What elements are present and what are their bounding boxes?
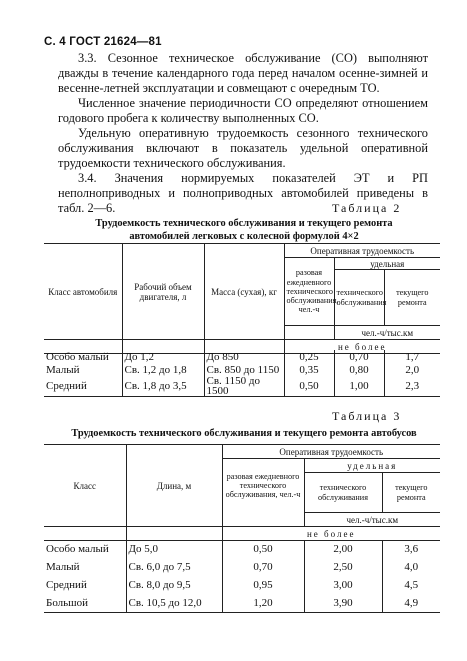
- t2-h-razov: разовая ежедневного технического обслуживания, чел.-ч: [284, 258, 334, 326]
- t2-cell-tr: 2,0: [405, 364, 420, 376]
- t3-cell-len: Св. 10,5 до 12,0: [126, 594, 222, 612]
- t2-h-class: Класс автомобиля: [44, 244, 122, 340]
- t3-h-razov: разовая ежедневного технического обслуживания, чел.-ч: [222, 459, 304, 513]
- table2-title-line1: Трудоемкость технического обслуживания и текущего ремонта: [95, 218, 393, 229]
- t2-h-udel: удельная: [334, 258, 440, 270]
- t2-cell-to: 0,70: [334, 350, 384, 364]
- t3-cell-len: Св. 6,0 до 7,5: [126, 558, 222, 576]
- t3-cell-tr: 4,9: [382, 594, 440, 612]
- t3-cell-razov: 1,20: [222, 594, 304, 612]
- t2-h-tr: текущего ремонта: [396, 288, 429, 307]
- table2-body: [44, 350, 440, 397]
- t3-h-len: Длина, м: [126, 445, 222, 527]
- t2-cell-razov: 0,25: [284, 350, 334, 364]
- table-row: [44, 594, 440, 612]
- t2-cell-volume: Св. 1,8 до 3,5: [122, 376, 204, 397]
- table-row: [44, 558, 440, 576]
- t2-cell-mass: Св. 1150 до 1500: [204, 376, 284, 397]
- table3-label: Таблица 3: [332, 409, 402, 423]
- t3-cell-tr: 4,0: [404, 561, 419, 573]
- t3-cell-to: 2,50: [304, 558, 382, 576]
- t2-h-nebolee: не более: [284, 340, 440, 354]
- paragraph-udelnaya: Удельную оперативную трудоемкость сезонного технического обслуживания включают в показатель удельной оперативной трудоемкости технического обслуживания.: [58, 126, 428, 170]
- table2-title-line2: автомобилей легковых с колесной формулой 4×2: [129, 230, 359, 242]
- t2-h-razov-spacer: [284, 326, 334, 340]
- t2-cell-tr: 1,7: [405, 351, 420, 363]
- t3-cell-razov: 0,70: [222, 558, 304, 576]
- t3-h-oper: Оперативная трудоемкость: [222, 445, 440, 459]
- t3-h-nebolee: не более: [222, 527, 440, 541]
- table3-title: Трудоемкость технического обслуживания и текущего ремонта автобусов: [71, 428, 417, 439]
- t3-cell-razov: 0,95: [222, 576, 304, 594]
- t2-cell-tr: 2,3: [384, 376, 440, 397]
- table-row: [44, 540, 440, 558]
- t3-cell-razov: 0,50: [222, 540, 304, 558]
- table-row: [44, 376, 440, 397]
- table3-header: [44, 444, 440, 541]
- t2-cell-to: 0,80: [334, 364, 384, 376]
- t2-cell-mass: До 850: [204, 350, 284, 364]
- table2-header: [44, 243, 440, 354]
- table2-title: [44, 218, 444, 243]
- t3-h-udel: удельная: [304, 459, 440, 473]
- t2-cell-class: Малый: [44, 364, 122, 376]
- t3-cell-to: 3,90: [304, 594, 382, 612]
- t3-cell-to: 2,00: [304, 540, 382, 558]
- t2-cell-volume: До 1,2: [122, 350, 204, 364]
- t3-cell-tr: 4,5: [404, 579, 419, 591]
- t3-cell-class: Особо малый: [44, 540, 126, 558]
- table2-label: Таблица 2: [332, 201, 402, 215]
- t2-h-mass: Масса (сухая), кг: [204, 244, 284, 340]
- t2-cell-class: Особо малый: [44, 350, 122, 364]
- t2-h-to: технического обслуживания: [334, 270, 384, 326]
- t3-cell-tr: 3,6: [404, 543, 419, 555]
- t3-cell-class: Большой: [44, 594, 126, 612]
- t3-cell-len: До 5,0: [126, 540, 222, 558]
- t3-h-razov-spacer: [222, 513, 304, 527]
- table-row: [44, 576, 440, 594]
- paragraph-3-3: 3.3. Сезонное техническое обслуживание (СО) выполняют дважды в течение календарного года перед началом осенне-зимней и весенне-летней эксплуатации и совмещают с очередным ТО.: [58, 51, 428, 95]
- t2-h-oper: Оперативная трудоемкость: [284, 244, 440, 258]
- t3-cell-len: Св. 8,0 до 9,5: [126, 576, 222, 594]
- t3-h-class: Класс: [44, 445, 126, 527]
- t3-cell-to: 3,00: [304, 576, 382, 594]
- t2-cell-mass: Св. 850 до 1150: [204, 364, 284, 376]
- paragraph-periodicity: Численное значение периодичности СО определяют отношением годового пробега к количеству выполненных СО.: [58, 96, 428, 125]
- t2-cell-class: Средний: [44, 376, 122, 397]
- t2-h-volume: Рабочий объем двигателя, л: [122, 244, 204, 340]
- t3-h-to: технического обслуживания: [304, 473, 382, 513]
- t3-cell-class: Средний: [44, 576, 126, 594]
- paragraph-3-4: 3.4. Значения нормируемых показателей ЭТ и РП неполноприводных и полноприводных автомобилей приведены в табл. 2—6.: [58, 171, 428, 215]
- t3-cell-class: Малый: [44, 558, 126, 576]
- page-header: С. 4 ГОСТ 21624—81: [44, 36, 162, 48]
- table-row: [44, 350, 440, 364]
- t3-h-tr: текущего ремонта: [395, 483, 428, 502]
- t2-h-unit: чел.-ч/тыс.км: [334, 326, 440, 340]
- t2-cell-razov: 0,50: [284, 376, 334, 397]
- t2-cell-volume: Св. 1,2 до 1,8: [122, 364, 204, 376]
- table3-body: [44, 540, 440, 613]
- t3-h-unit: чел.-ч/тыс.км: [304, 513, 440, 527]
- t2-cell-to: 1,00: [334, 376, 384, 397]
- t2-cell-razov: 0,35: [284, 364, 334, 376]
